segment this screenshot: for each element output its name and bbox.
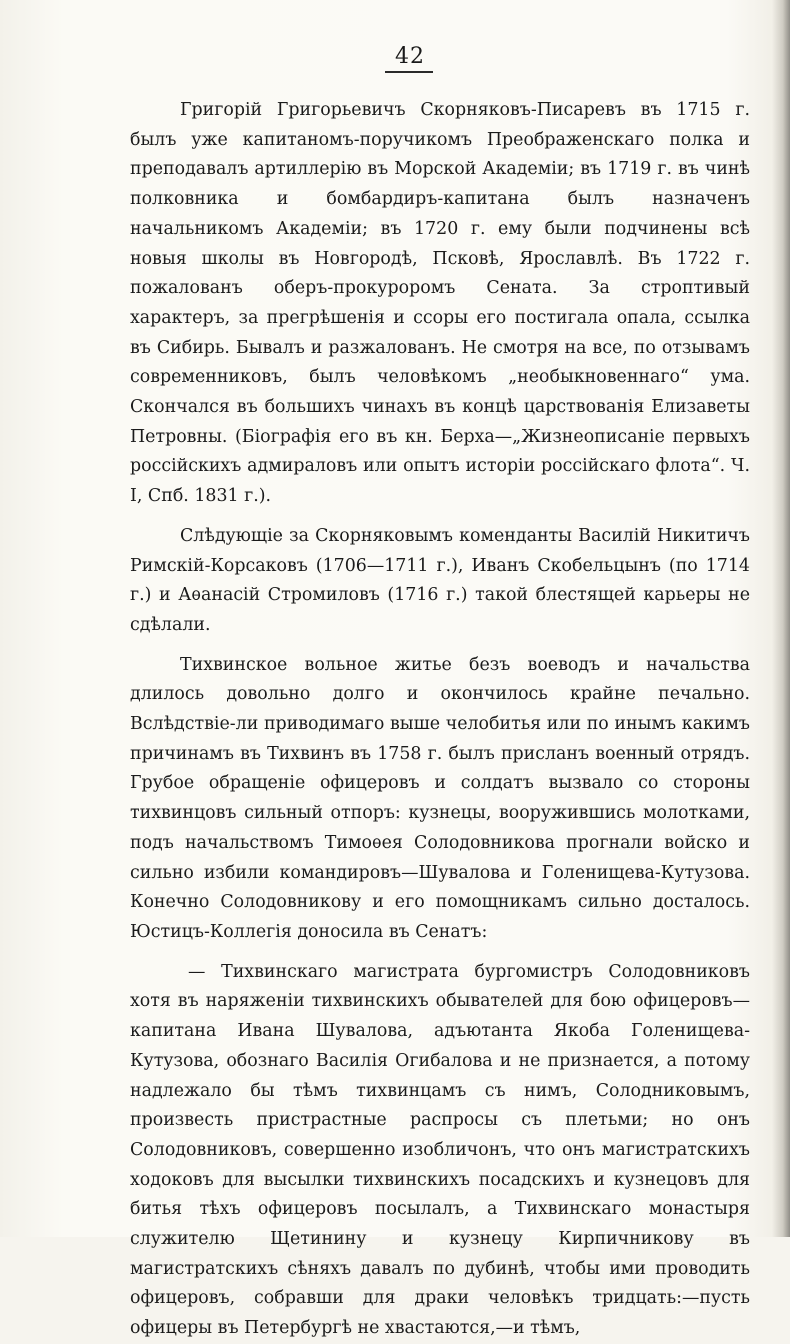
paragraph-biography: Григорій Григорьевичъ Скорняковъ-Писаревъ въ 1715 г. былъ уже капитаномъ-поручикомъ Преображенскаго полка и преподавалъ артиллерію въ Морской Академіи; въ 1719 г. въ чинѣ полковника и бомбардиръ-капитана былъ назначенъ начальникомъ Академіи; въ 1720 г. ему были подчинены всѣ новыя школы въ Новгородѣ, Псковѣ, Ярославлѣ. Въ 1722 г. пожалованъ оберъ-прокуроромъ Сената. За строптивый характеръ, за прегрѣшенія и ссоры его постигала опала, ссылка въ Сибирь. Бывалъ и разжалованъ. Не смотря на все, по отзывамъ современниковъ, былъ человѣкомъ „необыкновеннаго“ ума. Скончался въ большихъ чинахъ въ концѣ царствованія Елизаветы Петровны. (Біографія его въ кн. Берха—„Жизнеописаніе первыхъ россійскихъ адмираловъ или опытъ исторіи россійскаго флота“. Ч. I, Спб. 1831 г.). (130, 100, 750, 507)
page-number-underline (385, 71, 433, 73)
page-binding-shadow (772, 0, 790, 1237)
paragraph-commandants: Слѣдующіе за Скорняковымъ коменданты Василій Никитичъ Римскій-Корсаковъ (1706—1711 г.), Иванъ Скобельцынъ (по 1714 г.) и Аѳанасій Стромиловъ (1716 г.) такой блестящей карьеры не сдѣлали. (130, 525, 750, 635)
page-number: 42 (395, 44, 425, 69)
paragraph-tikhvin-uprising: Тихвинское вольное житье безъ воеводъ и начальства длилось довольно долго и окончилось крайне печально. Вслѣдствіе-ли приводимаго выше челобитья или по инымъ какимъ причинамъ въ Тихвинъ въ 1758 г. былъ присланъ военный отрядъ. Грубое обращеніе офицеровъ и солдатъ вызвало со стороны тихвинцовъ сильный отпоръ: кузнецы, вооружившись молотками, подъ начальствомъ Тимоѳея Солодовникова прогнали войско и сильно избили командировъ—Шувалова и Голенищева-Кутузова. Конечно Солодовникову и его помощникамъ сильно досталось. Юстицъ-Коллегія доносила въ Сенатъ: (130, 654, 750, 942)
paragraph-report-quote: — Тихвинскаго магистрата бургомистръ Солодовниковъ хотя въ наряженіи тихвинскихъ обывателей для бою офицеровъ—капитана Ивана Шувалова, адъютанта Якоба Голенищева-Кутузова, обознаго Василія Огибалова и не признается, а потому надлежало бы тѣмъ тихвинцамъ съ нимъ, Солодниковымъ, произвесть пристрастные распросы съ плетьми; но онъ Солодовниковъ, совершенно изобличонъ, что онъ магистратскихъ ходоковъ для высылки тихвинскихъ посадскихъ и кузнецовъ для битья тѣхъ офицеровъ посылалъ, а Тихвинскаго монастыря служителю Щетинину и кузнецу Кирпичникову въ магистратскихъ сѣняхъ давалъ по дубинѣ, чтобы ими проводить офицеровъ, собравши для драки человѣкъ тридцать:—пусть офицеры въ Петербургѣ не хвастаются,—и тѣмъ, (130, 961, 750, 1339)
page-text-body (130, 96, 750, 1344)
